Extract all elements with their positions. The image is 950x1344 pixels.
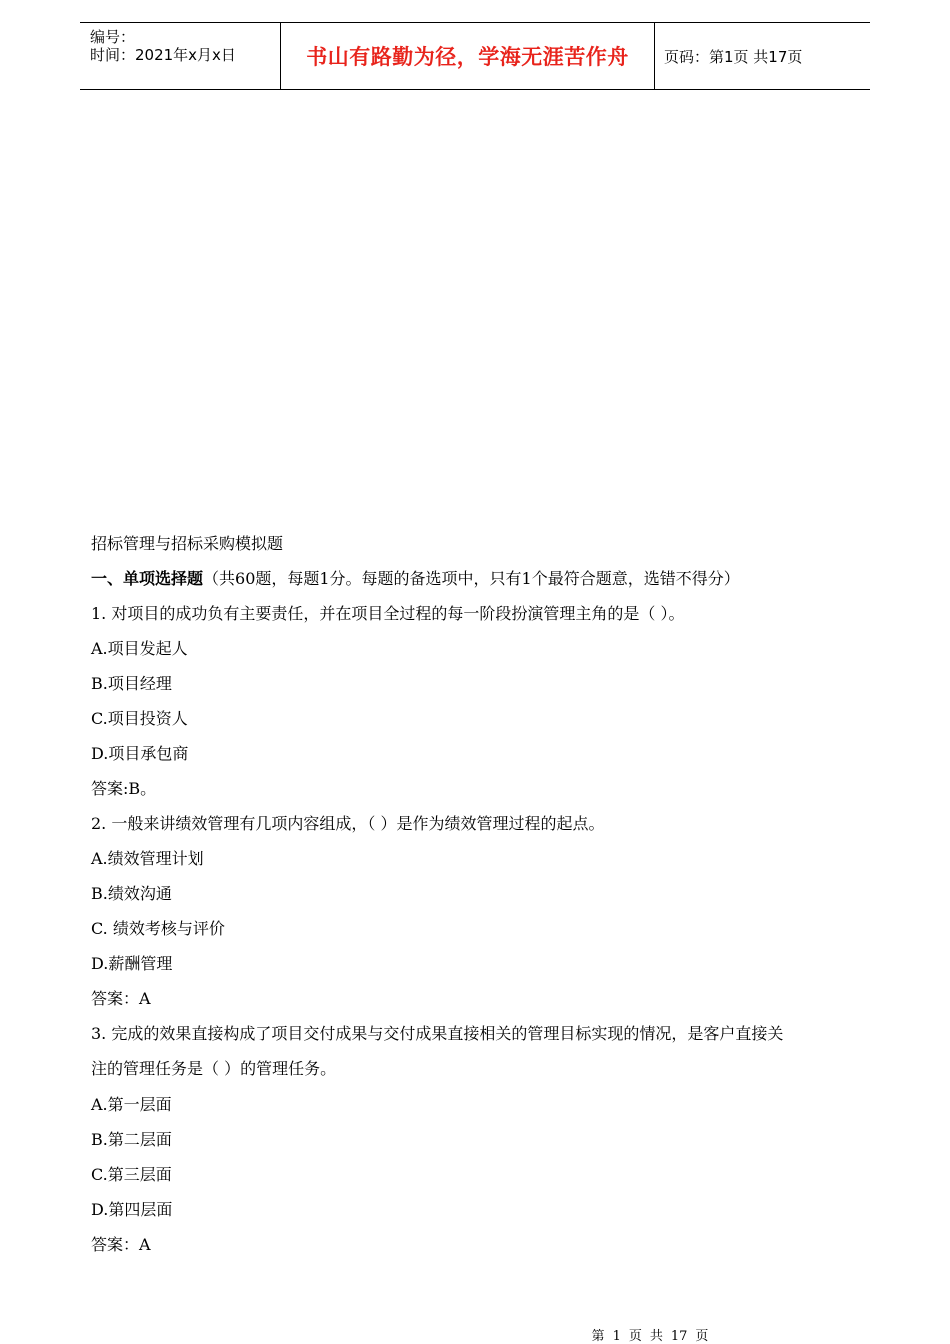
header-page-info <box>655 23 870 89</box>
question-3-option-b: B.第二层面 <box>91 1130 172 1149</box>
question-1-stem: 1. 对项目的成功负有主要责任，并在项目全过程的每一阶段扮演管理主角的是（ ）。 <box>91 604 685 623</box>
question-2-option-c: C. 绩效考核与评价 <box>91 919 225 938</box>
page-header <box>80 22 870 90</box>
question-3-stem-line-2: 注的管理任务是（ ）的管理任务。 <box>91 1059 337 1078</box>
section-heading: 一、单项选择题 <box>91 569 204 588</box>
motto-text: 书山有路勤为径，学海无涯苦作舟 <box>306 45 629 69</box>
doc-date-label: 时间：2021年x月x日 <box>90 46 236 64</box>
question-2-option-d: D.薪酬管理 <box>91 954 173 973</box>
question-3-stem-line-1: 3. 完成的效果直接构成了项目交付成果与交付成果直接相关的管理目标实现的情况，是客户直接关 <box>91 1024 784 1043</box>
footer-total-pages: 17 <box>670 1329 688 1344</box>
question-2-option-b: B.绩效沟通 <box>91 884 172 903</box>
question-1-option-d: D.项目承包商 <box>91 744 189 763</box>
footer-page-number: 1 <box>612 1329 621 1344</box>
page-info-text: 页码：第1页 共17页 <box>664 47 803 66</box>
question-2-stem: 2. 一般来讲绩效管理有几项内容组成，（ ）是作为绩效管理过程的起点。 <box>91 814 605 833</box>
doc-number-label: 编号： <box>90 28 136 46</box>
footer-ye: 页 <box>628 1329 642 1344</box>
question-3-option-d: D.第四层面 <box>91 1200 173 1219</box>
document-title: 招标管理与招标采购模拟题 <box>91 534 284 553</box>
footer-gong: 共 <box>649 1329 663 1344</box>
question-2-option-a: A.绩效管理计划 <box>91 849 204 868</box>
section-heading-line <box>91 569 740 589</box>
question-3-answer: 答案：A <box>91 1235 151 1254</box>
question-1-option-c: C.项目投资人 <box>91 709 188 728</box>
header-motto-cell <box>281 23 655 89</box>
footer-di: 第 <box>591 1329 605 1344</box>
question-2-answer: 答案：A <box>91 989 151 1008</box>
footer-ye-2: 页 <box>695 1329 709 1344</box>
question-1-answer: 答案:B。 <box>91 779 157 798</box>
header-meta <box>80 23 281 89</box>
question-3-option-c: C.第三层面 <box>91 1165 172 1184</box>
section-note: （共60题，每题1分。每题的备选项中，只有1个最符合题意，选错不得分） <box>203 569 740 588</box>
question-1-option-a: A.项目发起人 <box>91 639 188 658</box>
question-3-option-a: A.第一层面 <box>91 1095 172 1114</box>
question-1-option-b: B.项目经理 <box>91 674 172 693</box>
page-footer <box>0 1325 950 1344</box>
